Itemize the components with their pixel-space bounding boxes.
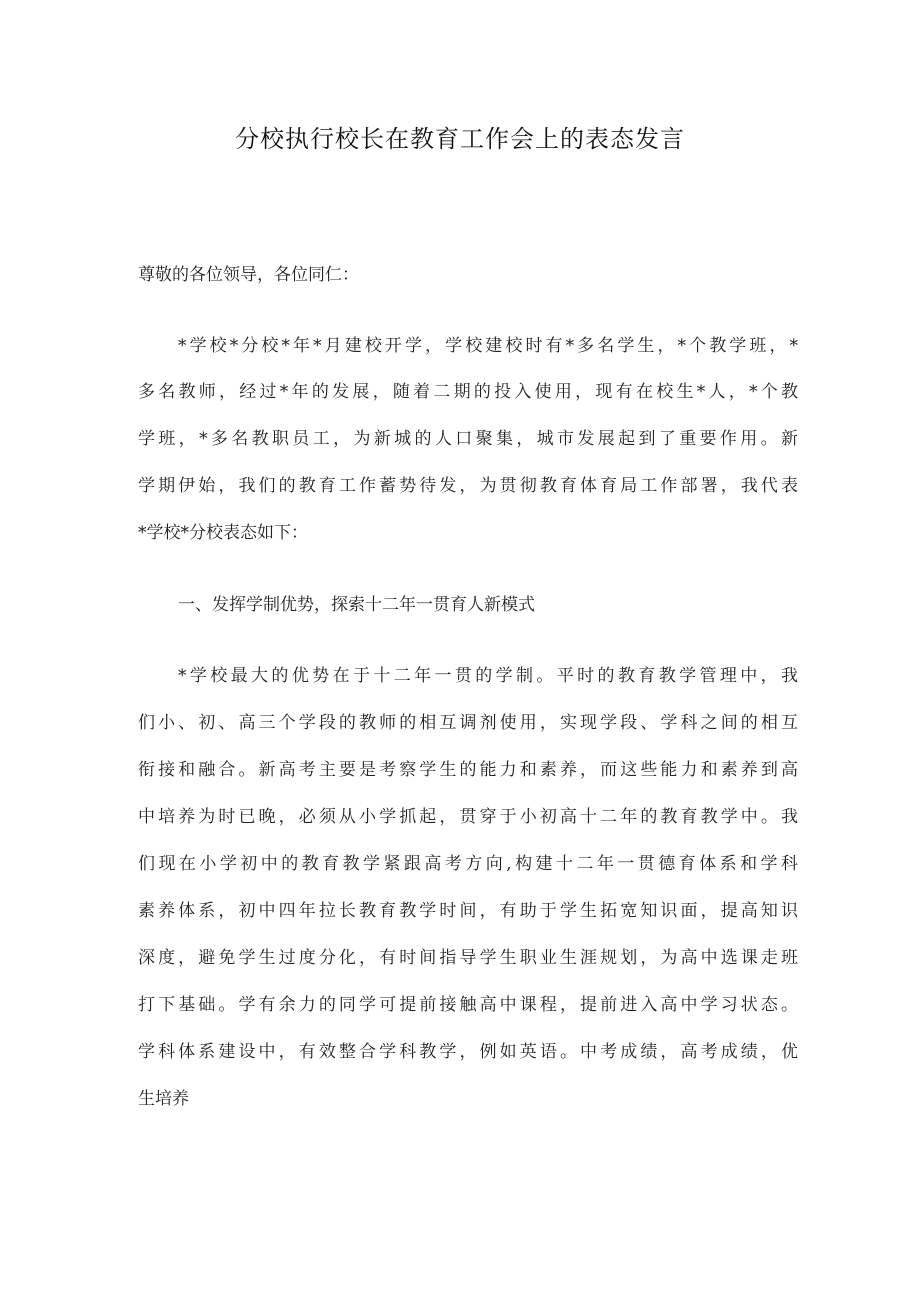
paragraph-line: 生培养	[138, 1089, 189, 1109]
paragraph-line: 多名教师，经过*年的发展，随着二期的投入使用，现有在校生*人，*个教	[138, 382, 798, 402]
salutation: 尊敬的各位领导，各位同仁：	[138, 265, 359, 285]
paragraph-line: 深度，避免学生过度分化，有时间指导学生职业生涯规划，为高中选课走班	[138, 948, 798, 968]
document-title: 分校执行校长在教育工作会上的表态发言	[235, 125, 685, 153]
paragraph-line: 学科体系建设中，有效整合学科教学，例如英语。中考成绩，高考成绩，优	[138, 1042, 798, 1062]
paragraph-line: 们小、初、高三个学段的教师的相互调剂使用，实现学段、学科之间的相互	[138, 713, 798, 733]
paragraph-line: *学校*分校表态如下：	[138, 523, 308, 543]
paragraph-line: 打下基础。学有余力的同学可提前接触高中课程，提前进入高中学习状态。	[138, 995, 798, 1015]
paragraph-line: *学校最大的优势在于十二年一贯的学制。平时的教育教学管理中，我	[178, 666, 798, 686]
paragraph-line: 学期伊始，我们的教育工作蓄势待发，为贯彻教育体育局工作部署，我代表	[138, 476, 798, 496]
paragraph-line: 衔接和融合。新高考主要是考察学生的能力和素养，而这些能力和素养到高	[138, 760, 798, 780]
paragraph-line: *学校*分校*年*月建校开学，学校建校时有*多名学生，*个教学班，*	[178, 336, 798, 356]
paragraph-line: 们现在小学初中的教育教学紧跟高考方向,构建十二年一贯德育体系和学科	[138, 854, 798, 874]
paragraph-line: 学班，*多名教职员工，为新城的人口聚集，城市发展起到了重要作用。新	[138, 429, 798, 449]
paragraph-line: 中培养为时已晚，必须从小学抓起，贯穿于小初高十二年的教育教学中。我	[138, 807, 798, 827]
paragraph-line: 素养体系，初中四年拉长教育教学时间，有助于学生拓宽知识面，提高知识	[138, 901, 798, 921]
section-heading: 一、发挥学制优势，探索十二年一贯育人新模式	[178, 595, 535, 615]
